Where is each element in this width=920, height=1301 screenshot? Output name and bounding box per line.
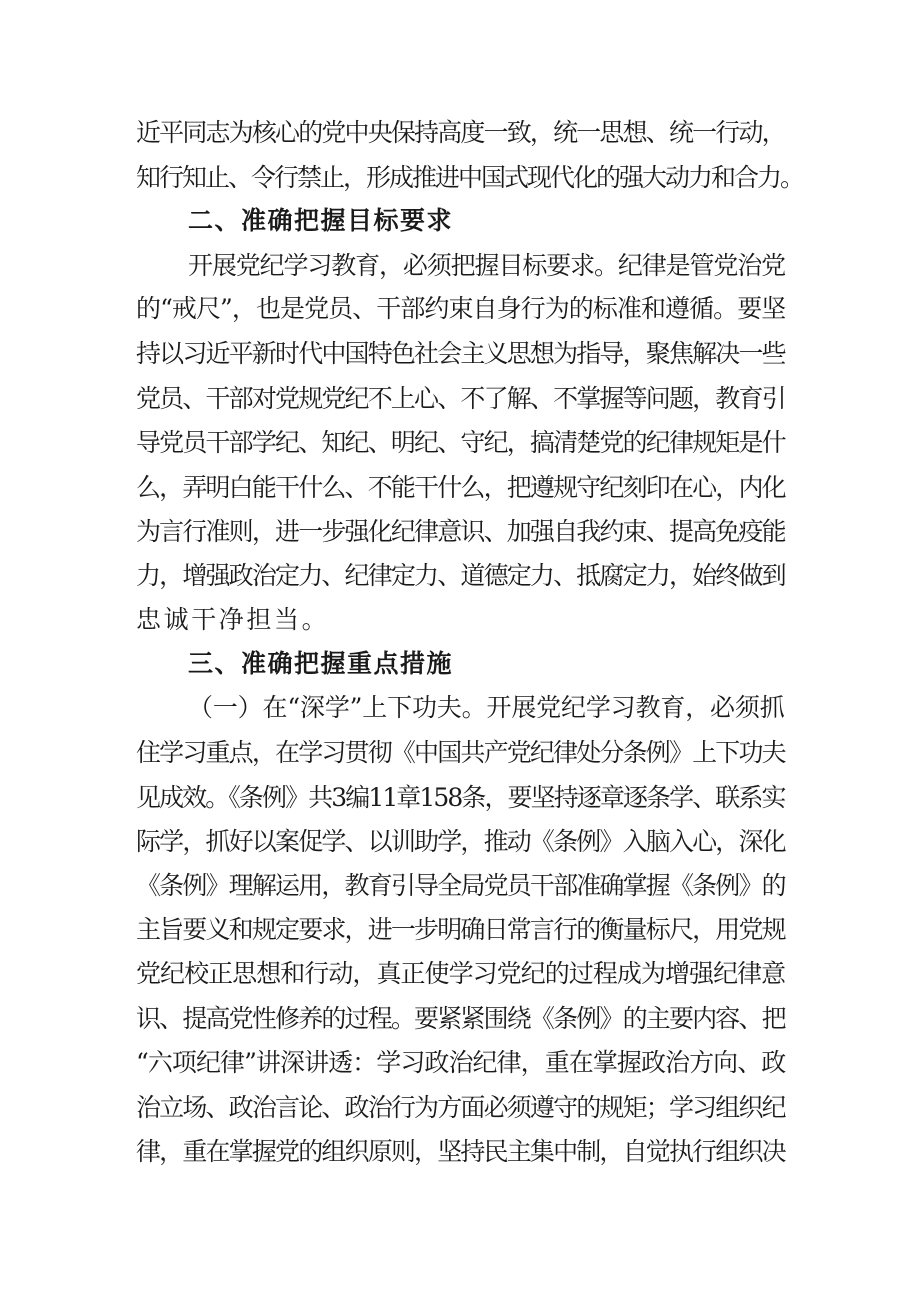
body-text-line: 力，增强政治定力、纪律定力、道德定力、抵腐定力，始终做到 <box>136 561 785 590</box>
paragraph-first-line: 开展党纪学习教育，必须把握目标要求。纪律是管党治党 <box>188 251 786 280</box>
section-heading: 二、准确把握目标要求 <box>188 206 454 235</box>
section-heading: 三、准确把握重点措施 <box>188 649 454 678</box>
body-text-line: 住学习重点，在学习贯彻《中国共产党纪律处分条例》上下功夫 <box>136 738 785 767</box>
body-text-line: 识、提高党性修养的过程。要紧紧围绕《条例》的主要内容、把 <box>136 1004 785 1033</box>
body-text-line: 党纪校正思想和行动，真正使学习党纪的过程成为增强纪律意 <box>136 959 786 988</box>
paragraph-first-line: （一）在“深学”上下功夫。开展党纪学习教育，必须抓 <box>188 693 785 722</box>
body-text-line: 际学，抓好以案促学、以训助学，推动《条例》入脑入心，深化 <box>136 827 785 856</box>
body-text-line: 持以习近平新时代中国特色社会主义思想为指导，聚焦解决一些 <box>136 339 785 368</box>
body-text-line: 主旨要义和规定要求，进一步明确日常言行的衡量标尺，用党规 <box>136 915 785 944</box>
body-text-line: 么，弄明白能干什么、不能干什么，把遵规守纪刻印在心，内化 <box>136 473 785 502</box>
body-text-line: 近平同志为核心的党中央保持高度一致，统一思想、统一行动， <box>136 118 785 147</box>
body-text-line: 的“戒尺”，也是党员、干部约束自身行为的标准和遵循。要坚 <box>136 294 786 323</box>
body-text-line: 忠诚干净担当。 <box>136 605 330 634</box>
body-text-line: 见成效。《条例》共3编11章158条，要坚持逐章逐条学、联系实 <box>136 783 785 812</box>
body-text-line: 党员、干部对党规党纪不上心、不了解、不掌握等问题，教育引 <box>136 384 785 413</box>
body-text-line: 知行知止、令行禁止，形成推进中国式现代化的强大动力和合力。 <box>136 163 804 192</box>
body-text-line: 治立场、政治言论、政治行为方面必须遵守的规矩；学习组织纪 <box>136 1093 785 1122</box>
body-text-line: 《条例》理解运用，教育引导全局党员干部准确掌握《条例》的 <box>136 871 785 900</box>
body-text-line: 导党员干部学纪、知纪、明纪、守纪，搞清楚党的纪律规矩是什 <box>136 428 785 457</box>
body-text-line: “六项纪律”讲深讲透：学习政治纪律，重在掌握政治方向、政 <box>136 1048 786 1077</box>
body-text-line: 为言行准则，进一步强化纪律意识、加强自我约束、提高免疫能 <box>136 517 785 546</box>
body-text-line: 律，重在掌握党的组织原则，坚持民主集中制，自觉执行组织决 <box>136 1137 785 1166</box>
